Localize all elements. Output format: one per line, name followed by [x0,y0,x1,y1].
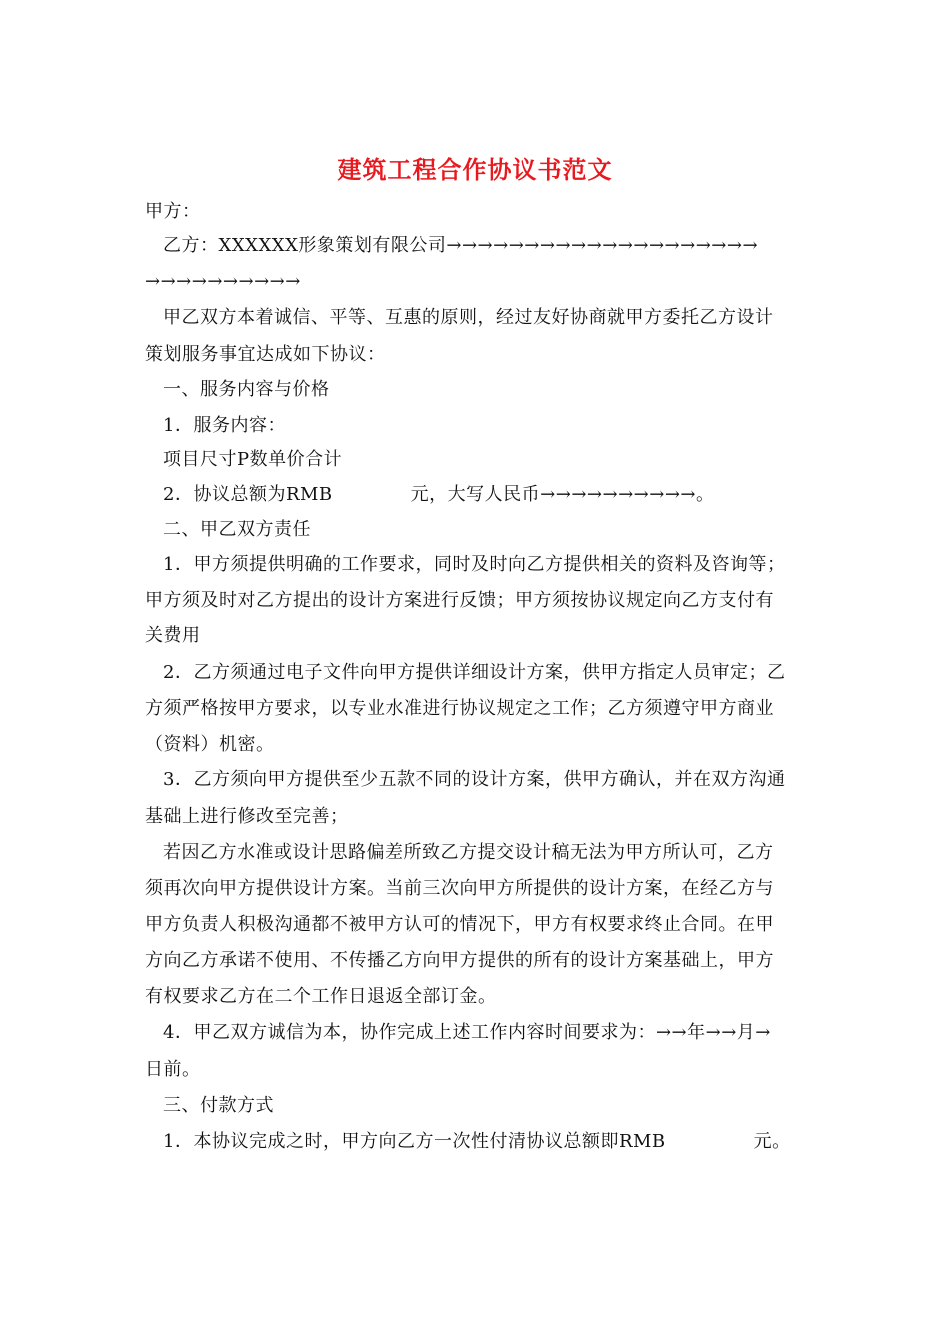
section-1-heading: 一、服务内容与价格 [163,379,330,400]
section-3-heading: 三、付款方式 [163,1095,274,1116]
clause-2-3-para-line-1: 若因乙方水准或设计思路偏差所致乙方提交设计稿无法为甲方所认可，乙方 [163,842,774,863]
clause-2-3-line-1: 3．乙方须向甲方提供至少五款不同的设计方案，供甲方确认，并在双方沟通 [163,769,786,790]
clause-2-1-line-1: 1．甲方须提供明确的工作要求，同时及时向乙方提供相关的资料及咨询等； [163,554,786,575]
clause-1-2-amount: 2．协议总额为RMB [163,484,333,505]
clause-2-2-line-2: 方须严格按甲方要求，以专业水准进行协议规定之工作；乙方须遵守甲方商业 [145,698,774,719]
clause-2-3-line-2: 基础上进行修改至完善； [145,806,349,827]
clause-2-3-para-line-2: 须再次向甲方提供设计方案。当前三次向甲方所提供的设计方案，在经乙方与 [145,878,774,899]
clause-1-1-items: 项目尺寸P数单价合计 [163,449,343,470]
clause-2-4-line-1: 4．甲乙双方诚信为本，协作完成上述工作内容时间要求为：→→年→→月→ [163,1022,771,1043]
clause-1-2-words: 元，大写人民币→→→→→→→→→→。 [410,484,715,505]
document-title: 建筑工程合作协议书范文 [337,156,613,184]
clause-3-1-text: 1．本协议完成之时，甲方向乙方一次性付清协议总额即RMB [163,1131,666,1152]
clause-3-1 [163,1130,833,1154]
preamble-line-2: 策划服务事宜达成如下协议： [145,344,386,365]
clause-2-3-para-line-3: 甲方负责人积极沟通都不被甲方认可的情况下，甲方有权要求终止合同。在甲 [145,914,774,935]
clause-2-1-line-2: 甲方须及时对乙方提出的设计方案进行反馈；甲方须按协议规定向乙方支付有 [145,590,774,611]
preamble-line-1: 甲乙双方本着诚信、平等、互惠的原则，经过友好协商就甲方委托乙方设计 [163,307,774,328]
clause-2-2-line-3: （资料）机密。 [145,734,275,755]
clause-3-1-end: 元。 [753,1131,791,1152]
clause-1-1: 1．服务内容： [163,415,286,436]
party-b-line-cont: →→→→→→→→→→ [145,271,301,292]
clause-1-2 [163,483,833,507]
section-2-heading: 二、甲乙双方责任 [163,519,311,540]
party-a-line: 甲方： [145,201,201,222]
clause-2-4-line-2: 日前。 [145,1059,201,1080]
clause-2-3-para-line-4: 方向乙方承诺不使用、不传播乙方向甲方提供的所有的设计方案基础上，甲方 [145,950,774,971]
party-b-line: 乙方：XXXXXX形象策划有限公司→→→→→→→→→→→→→→→→→→→→ [163,235,759,256]
clause-2-2-line-1: 2．乙方须通过电子文件向甲方提供详细设计方案，供甲方指定人员审定；乙 [163,662,786,683]
clause-2-1-line-3: 关费用 [145,625,201,646]
clause-2-3-para-line-5: 有权要求乙方在二个工作日退返全部订金。 [145,986,497,1007]
